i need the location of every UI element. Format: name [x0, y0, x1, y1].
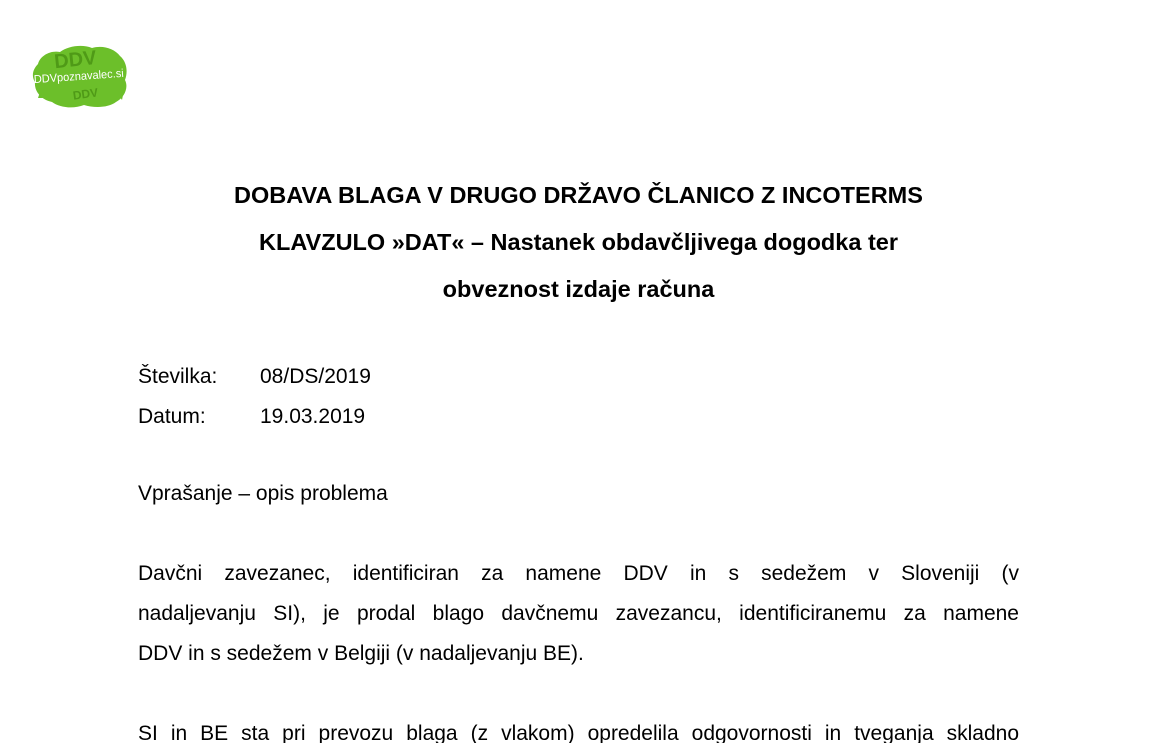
- document-title: [140, 172, 1017, 313]
- section-heading: Vprašanje – opis problema: [138, 482, 388, 505]
- paragraph-1-line-3: DDV in s sedežem v Belgiji (v nadaljevanju BE).: [138, 642, 584, 665]
- title-line-1: DOBAVA BLAGA V DRUGO DRŽAVO ČLANICO Z INCOTERMS: [234, 182, 923, 208]
- paragraph-1-line-1: Davčni zavezanec, identificiran za namene DDV in s sedežem v Sloveniji (v: [138, 562, 1019, 585]
- paragraph-2-line-1: SI in BE sta pri prevozu blaga (z vlakom) opredelila odgovornosti in tveganja skladno: [138, 722, 1019, 743]
- number-value: 08/DS/2019: [260, 365, 371, 388]
- date-label: Datum:: [138, 405, 206, 428]
- number-label: Številka:: [138, 365, 218, 388]
- ddvpoznavalec-logo[interactable]: [30, 42, 130, 110]
- date-value: 19.03.2019: [260, 405, 366, 428]
- meta-number-row: [138, 357, 371, 397]
- paragraph-1: [138, 554, 1019, 674]
- document-meta: [138, 357, 371, 437]
- paragraph-2: [138, 714, 1019, 743]
- logo-deco-top: DDV: [53, 46, 98, 74]
- title-line-3: obveznost izdaje računa: [442, 276, 715, 302]
- title-line-2: KLAVZULO »DAT« – Nastanek obdavčljivega dogodka ter: [259, 229, 898, 255]
- paragraph-1-line-2: nadaljevanju SI), je prodal blago davčnemu zavezancu, identificiranemu za namene: [138, 602, 1019, 625]
- logo-icon: [30, 42, 130, 110]
- logo-deco-bottom: DDV: [71, 85, 99, 103]
- logo-text: DDVpoznavalec.si: [33, 67, 129, 87]
- meta-date-row: [138, 397, 371, 437]
